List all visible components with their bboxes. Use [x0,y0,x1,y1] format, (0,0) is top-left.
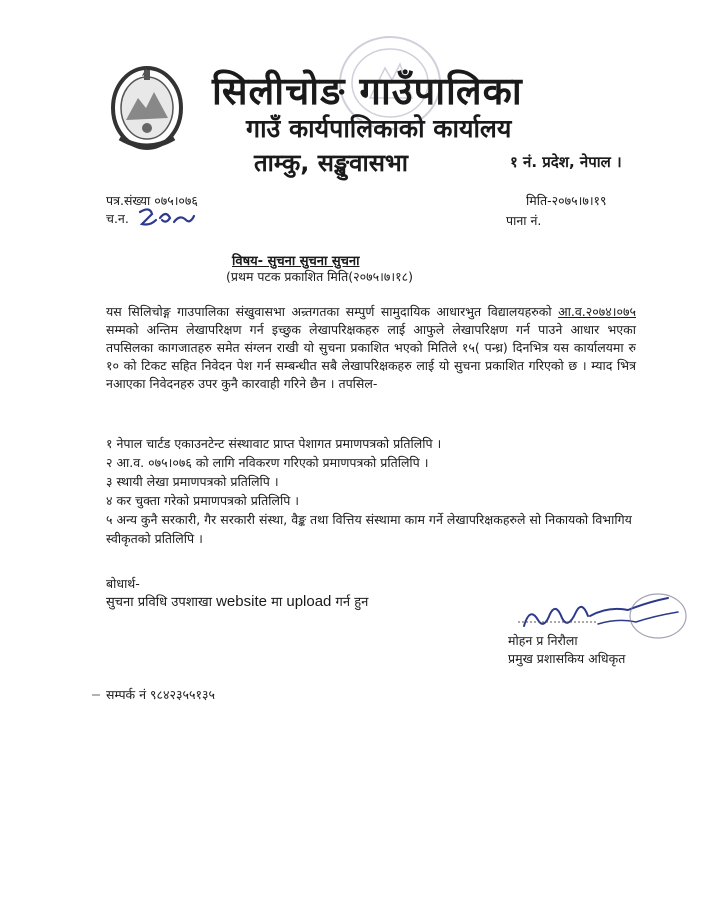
cc-line-website: website [216,593,267,610]
list-item: ४ कर चुक्ता गरेको प्रमाणपत्रको प्रतिलिपि । [106,493,300,508]
body-text-part2: सम्मको अन्तिम लेखापरिक्षण गर्न इच्छुक लेखापरिक्षकहरु लाई आफुले लेखापरिक्षण गर्न पाउने आधार भएका तपसिलका कागजातहरु समेत संग्लन राखी यो सुचना प्रकाशित भएको मितिले १५( पन्ध्र) दिनभित्र यस कार्यालयमा रु १० को टिकट सहित निवेदन पेश गर्न सम्बन्धीत सबै लेखापरिक्षकहरु लाई यो सुचना प्रकाशित गरिएको छ । म्याद भित्र नआएका निवेदनहरु उपर कुनै कारवाही गरिने छैन । तपसिल- [106,322,636,391]
body-text-part1: यस सिलिचोङ्ग गाउपालिका संखुवासभा अन्र्तगतका सम्पुर्ण सामुदायिक आधारभुत विद्यालयहरुको [106,304,559,319]
office-subtitle: गाउँ कार्यपालिकाको कार्यालय [246,114,512,143]
document-list [106,434,646,548]
cc-line-part-a: सुचना प्रविधि उपशाखा [106,595,217,610]
cc-line-part-c: मा [266,595,287,610]
office-district: ताम्कु, सङ्खुवासभा [254,149,409,177]
signer-name: मोहन प्र निरौला [508,633,578,648]
dispatch-number-label: च.न. [106,211,129,226]
signer-title: प्रमुख प्रशासकिय अधिकृत [508,651,626,666]
reference-number: पत्र.संख्या ०७५।०७६ [106,193,198,208]
list-item: ३ स्थायी लेखा प्रमाणपत्रको प्रतिलिपि । [106,474,279,489]
page-number-label: पाना नं. [506,213,542,228]
list-item: २ आ.व. ०७५।०७६ को लागि नविकरण गरिएको प्रमाणपत्रको प्रतिलिपि । [106,455,429,470]
fiscal-year-underlined: आ.व.२०७४।०७५ [558,304,636,319]
subject-heading: विषय- सुचना सुचना सुचना [232,254,360,269]
office-name: सिलीचोङ गाउँपालिका [212,69,523,113]
list-item: १ नेपाल चार्टड एकाउनटेन्ट संस्थावाट प्राप्त पेशागत प्रमाणपत्रको प्रतिलिपि । [106,436,442,451]
cc-line [106,592,368,610]
letter-date: मिति-२०७५।७।१९ [526,193,607,208]
list-item: ५ अन्य कुनै सरकारी, गैर सरकारी संस्था, वैङ्क तथा वित्तिय संस्थामा काम गर्ने लेखापरिक्षकहरुले सो निकायको विभागिय स्वीकृतको प्रतिलिपि । [106,512,632,546]
handwritten-number-icon [136,204,196,230]
notice-body [106,303,636,393]
cc-line-part-e: गर्न हुन [331,595,369,610]
office-province: १ नं. प्रदेश, नेपाल । [510,153,622,171]
nepal-emblem-icon [108,58,186,154]
contact-number: सम्पर्क नं ९८४२३५५१३५ [106,687,216,702]
scan-mark-icon [90,690,102,700]
cc-line-upload: upload [286,593,332,610]
cc-label: बोधार्थ- [106,576,140,591]
published-date: (प्रथम पटक प्रकाशित मिति(२०७५।७।१८) [226,269,413,284]
